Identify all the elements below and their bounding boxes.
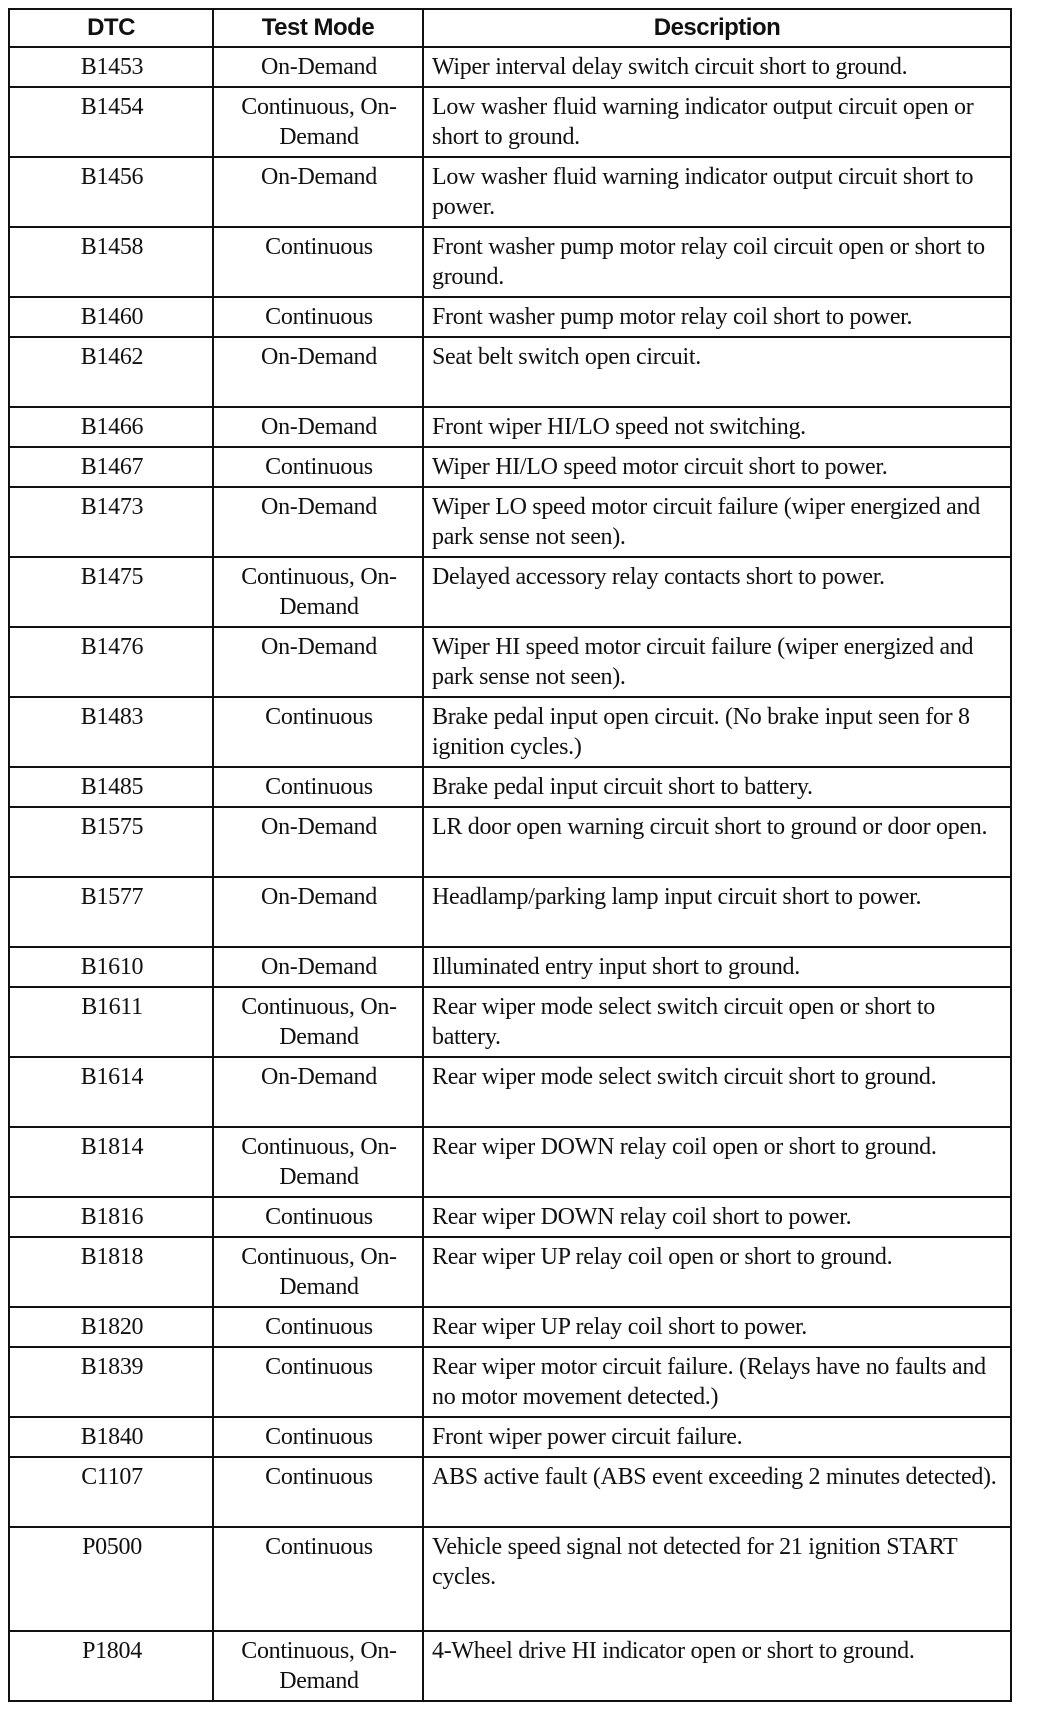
test-mode: On-Demand [213,1057,423,1127]
document-page [8,8,1010,1702]
description: Rear wiper DOWN relay coil short to power. [423,1197,1011,1237]
table-row [9,1057,1011,1127]
table-row [9,767,1011,807]
table-row [9,697,1011,767]
test-mode: On-Demand [213,807,423,877]
table-row [9,1237,1011,1307]
test-mode: On-Demand [213,947,423,987]
test-mode: Continuous, On-Demand [213,1237,423,1307]
test-mode: Continuous, On-Demand [213,87,423,157]
test-mode: Continuous [213,1197,423,1237]
table-row [9,1631,1011,1701]
dtc-code: B1467 [9,447,213,487]
description: Illuminated entry input short to ground. [423,947,1011,987]
dtc-code: B1814 [9,1127,213,1197]
dtc-code: B1818 [9,1237,213,1307]
table-row [9,47,1011,87]
dtc-code: B1483 [9,697,213,767]
dtc-code: B1577 [9,877,213,947]
table-row [9,337,1011,407]
test-mode: Continuous [213,697,423,767]
table-row [9,1457,1011,1527]
test-mode: Continuous [213,447,423,487]
description: Brake pedal input open circuit. (No brake input seen for 8 ignition cycles.) [423,697,1011,767]
dtc-code: B1614 [9,1057,213,1127]
description: Rear wiper motor circuit failure. (Relays have no faults and no motor movement detected.) [423,1347,1011,1417]
test-mode: Continuous [213,297,423,337]
dtc-code: B1476 [9,627,213,697]
test-mode: Continuous [213,767,423,807]
test-mode: Continuous, On-Demand [213,1631,423,1701]
description: Brake pedal input circuit short to battery. [423,767,1011,807]
dtc-code: B1473 [9,487,213,557]
description: Headlamp/parking lamp input circuit short to power. [423,877,1011,947]
table-row [9,157,1011,227]
description: Rear wiper DOWN relay coil open or short to ground. [423,1127,1011,1197]
test-mode: On-Demand [213,407,423,447]
test-mode: Continuous, On-Demand [213,987,423,1057]
dtc-code: B1453 [9,47,213,87]
dtc-code: B1475 [9,557,213,627]
table-row [9,627,1011,697]
description: Rear wiper UP relay coil open or short to ground. [423,1237,1011,1307]
dtc-code: B1839 [9,1347,213,1417]
description: Wiper HI speed motor circuit failure (wiper energized and park sense not seen). [423,627,1011,697]
description: LR door open warning circuit short to ground or door open. [423,807,1011,877]
dtc-code: B1575 [9,807,213,877]
table-row [9,877,1011,947]
description: Front wiper HI/LO speed not switching. [423,407,1011,447]
header-dtc: DTC [9,9,213,47]
table-row [9,947,1011,987]
test-mode: On-Demand [213,627,423,697]
dtc-code: B1816 [9,1197,213,1237]
dtc-code: B1462 [9,337,213,407]
description: Rear wiper mode select switch circuit open or short to battery. [423,987,1011,1057]
table-row [9,1417,1011,1457]
table-row [9,1527,1011,1631]
description: Wiper HI/LO speed motor circuit short to power. [423,447,1011,487]
header-test-mode: Test Mode [213,9,423,47]
description: ABS active fault (ABS event exceeding 2 minutes detected). [423,1457,1011,1527]
dtc-code: P0500 [9,1527,213,1631]
dtc-code: B1460 [9,297,213,337]
dtc-code: B1466 [9,407,213,447]
test-mode: On-Demand [213,337,423,407]
test-mode: Continuous [213,1347,423,1417]
test-mode: On-Demand [213,487,423,557]
dtc-code: B1840 [9,1417,213,1457]
test-mode: Continuous, On-Demand [213,1127,423,1197]
test-mode: On-Demand [213,157,423,227]
description: Front wiper power circuit failure. [423,1417,1011,1457]
dtc-code: B1485 [9,767,213,807]
table-row [9,807,1011,877]
description: Front washer pump motor relay coil short to power. [423,297,1011,337]
dtc-code: B1820 [9,1307,213,1347]
test-mode: On-Demand [213,47,423,87]
table-header-row [9,9,1011,47]
description: Front washer pump motor relay coil circuit open or short to ground. [423,227,1011,297]
table-row [9,407,1011,447]
description: Low washer fluid warning indicator output circuit short to power. [423,157,1011,227]
test-mode: Continuous [213,1417,423,1457]
table-row [9,1197,1011,1237]
dtc-code: B1458 [9,227,213,297]
description: Wiper interval delay switch circuit short to ground. [423,47,1011,87]
table-row [9,1307,1011,1347]
table-row [9,1127,1011,1197]
table-row [9,297,1011,337]
table-row [9,1347,1011,1417]
table-row [9,447,1011,487]
dtc-code: B1456 [9,157,213,227]
header-description: Description [423,9,1011,47]
table-row [9,987,1011,1057]
dtc-code: B1454 [9,87,213,157]
test-mode: Continuous [213,1527,423,1631]
table-row [9,487,1011,557]
description: Vehicle speed signal not detected for 21 ignition START cycles. [423,1527,1011,1631]
description: Rear wiper mode select switch circuit short to ground. [423,1057,1011,1127]
description: Wiper LO speed motor circuit failure (wiper energized and park sense not seen). [423,487,1011,557]
dtc-code: C1107 [9,1457,213,1527]
test-mode: Continuous, On-Demand [213,557,423,627]
description: Seat belt switch open circuit. [423,337,1011,407]
dtc-code: B1610 [9,947,213,987]
description: 4-Wheel drive HI indicator open or short to ground. [423,1631,1011,1701]
description: Rear wiper UP relay coil short to power. [423,1307,1011,1347]
test-mode: Continuous [213,1307,423,1347]
table-row [9,227,1011,297]
table-row [9,87,1011,157]
test-mode: Continuous [213,227,423,297]
dtc-code: P1804 [9,1631,213,1701]
dtc-table [8,8,1012,1702]
test-mode: Continuous [213,1457,423,1527]
table-row [9,557,1011,627]
description: Low washer fluid warning indicator output circuit open or short to ground. [423,87,1011,157]
dtc-code: B1611 [9,987,213,1057]
description: Delayed accessory relay contacts short to power. [423,557,1011,627]
test-mode: On-Demand [213,877,423,947]
